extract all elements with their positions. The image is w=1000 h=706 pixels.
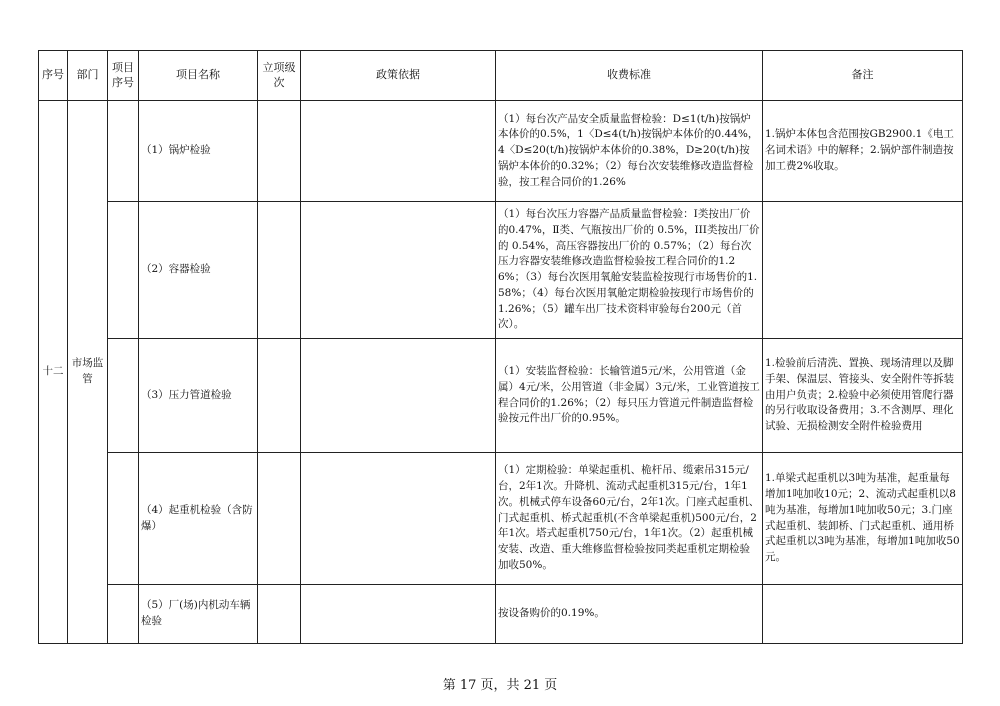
table-row [39, 202, 963, 339]
header-remarks: 备注 [763, 51, 963, 101]
level-cell [258, 453, 301, 585]
item-seq-cell [108, 202, 139, 339]
header-policy: 政策依据 [301, 51, 496, 101]
group-dept-cell: 市场监管 [68, 101, 108, 644]
header-standard: 收费标准 [496, 51, 763, 101]
item-name-cell: （1）锅炉检验 [139, 101, 258, 202]
standard-cell: （1）每台次产品安全质量监督检验：D≤1(t/h)按锅炉本体价的0.5%，1〈D≤4(t/h)按锅炉本体价的0.44%，4〈D≤20(t/h)按锅炉本体价的0.38%，D≥20(t/h)按锅炉本体价的0.32%；（2）每台次安装维修改造监督检验，按工程合同价的1.26% [496, 101, 763, 202]
level-cell [258, 585, 301, 644]
item-seq-cell [108, 101, 139, 202]
item-name-cell: （4）起重机检验（含防爆） [139, 453, 258, 585]
page-footer: 第 17 页，共 21 页 [442, 678, 558, 693]
standard-cell: （1）定期检验：单梁起重机、桅杆吊、缆索吊315元/台，2年1次。升降机、流动式起重机315元/台，1年1次。机械式停车设备60元/台，2年1次。门座式起重机、门式起重机、桥式起重机(不含单梁起重机)500元/台，2年1次。塔式起重机750元/台，1年1次。（2）起重机械安装、改造、重大维修监督检验按同类起重机定期检验加收50%。 [496, 453, 763, 585]
remarks-cell [763, 585, 963, 644]
table-row [39, 585, 963, 644]
header-item-seq: 项目序号 [108, 51, 139, 101]
table-row [39, 453, 963, 585]
standard-cell: （1）安装监督检验：长输管道5元/米，公用管道（金属）4元/米，公用管道（非金属）3元/米，工业管道按工程合同价的1.26%；（2）每只压力管道元件制造监督检验按元件出厂价的0.95%。 [496, 339, 763, 453]
item-seq-cell [108, 585, 139, 644]
item-seq-cell [108, 339, 139, 453]
header-level: 立项级次 [258, 51, 301, 101]
level-cell [258, 202, 301, 339]
remarks-cell: 1.检验前后清洗、置换、现场清理以及脚手架、保温层、管接头、安全附件等拆装由用户负责；2.检验中必须使用管爬行器的另行收取设备费用；3.不含测厚、理化试验、无损检测安全附件检验费用 [763, 339, 963, 453]
item-name-cell: （5）厂(场)内机动车辆检验 [139, 585, 258, 644]
table-row [39, 339, 963, 453]
remarks-cell [763, 202, 963, 339]
policy-cell [301, 339, 496, 453]
table-row [39, 101, 963, 202]
header-dept: 部门 [68, 51, 108, 101]
item-name-cell: （2）容器检验 [139, 202, 258, 339]
fee-table [38, 50, 963, 644]
header-seq: 序号 [39, 51, 68, 101]
policy-cell [301, 585, 496, 644]
header-row [39, 51, 963, 101]
group-seq-cell: 十二 [39, 101, 68, 644]
policy-cell [301, 101, 496, 202]
level-cell [258, 339, 301, 453]
standard-cell: 按设备购价的0.19%。 [496, 585, 763, 644]
level-cell [258, 101, 301, 202]
remarks-cell: 1.锅炉本体包含范围按GB2900.1《电工名词术语》中的解释；2.锅炉部件制造按加工费2%收取。 [763, 101, 963, 202]
item-seq-cell [108, 453, 139, 585]
policy-cell [301, 202, 496, 339]
standard-cell: （1）每台次压力容器产品质量监督检验：I类按出厂价的0.47%，Ⅱ类、气瓶按出厂价的 0.5%，III类按出厂价的 0.54%，高压容器按出厂价的 0.57%；（2）每台次压力容器安装维修改造监督检验按工程合同价的1.26%；（3）每台次医用氧舱安装监检按现行市场售价的1.58%；（4）每台次医用氧舱定期检验按现行市场售价的1.26%；（5）罐车出厂技术资料审验每台200元（首次）。 [496, 202, 763, 339]
item-name-cell: （3）压力管道检验 [139, 339, 258, 453]
header-item-name: 项目名称 [139, 51, 258, 101]
policy-cell [301, 453, 496, 585]
remarks-cell: 1.单梁式起重机以3吨为基准，起重量每增加1吨加收10元；2、流动式起重机以8吨为基准，每增加1吨加收50元；3.门座式起重机、装卸桥、门式起重机、通用桥式起重机以3吨为基准，每增加1吨加收50元。 [763, 453, 963, 585]
